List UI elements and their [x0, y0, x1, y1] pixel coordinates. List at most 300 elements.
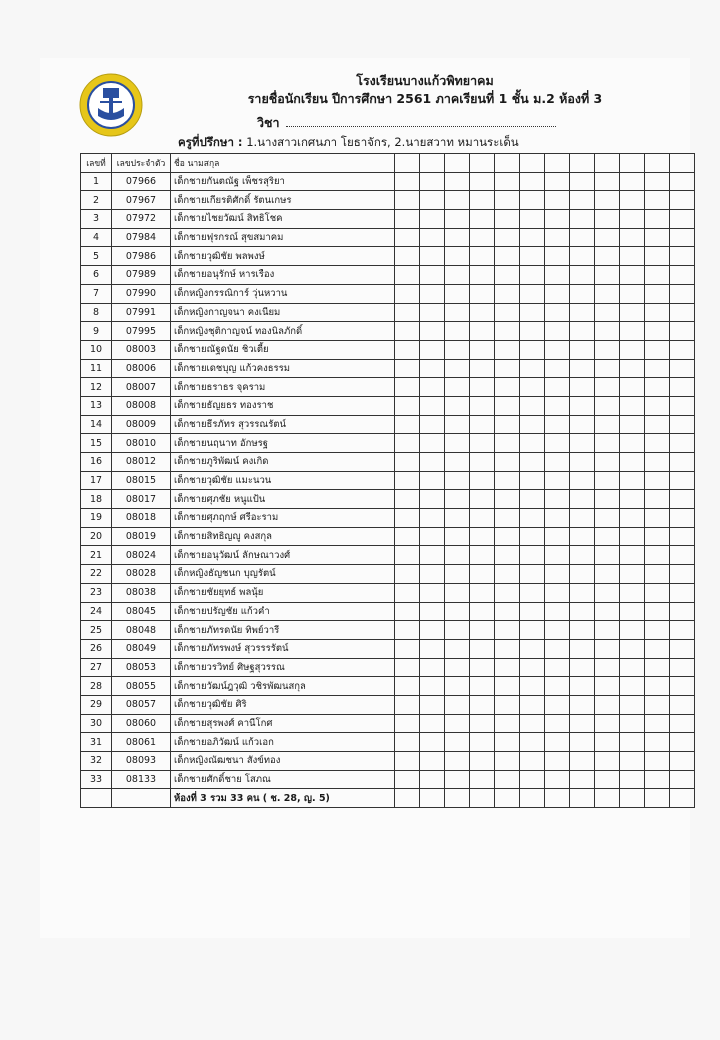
blank-cell: [570, 340, 595, 359]
blank-cell: [445, 752, 470, 771]
header-blank-cell: [670, 154, 695, 173]
blank-cell: [445, 789, 470, 808]
blank-cell: [420, 695, 445, 714]
blank-cell: [395, 565, 420, 584]
blank-cell: [420, 471, 445, 490]
table-row: [81, 303, 695, 322]
blank-cell: [520, 733, 545, 752]
header-blank-cell: [570, 154, 595, 173]
blank-cell: [545, 714, 570, 733]
blank-cell: [520, 770, 545, 789]
row-number: 24: [81, 602, 112, 621]
blank-cell: [545, 527, 570, 546]
blank-cell: [595, 658, 620, 677]
table-row: [81, 396, 695, 415]
row-number: 23: [81, 583, 112, 602]
table-row: [81, 527, 695, 546]
advisor-names: 1.นางสาวเกศนภา โยธาจักร, 2.นายสวาท หมานระเด็น: [246, 135, 519, 149]
blank-cell: [595, 396, 620, 415]
blank-cell: [570, 527, 595, 546]
student-id: 08057: [112, 695, 171, 714]
blank-cell: [445, 639, 470, 658]
blank-cell: [670, 210, 695, 229]
table-row: [81, 509, 695, 528]
student-name: เด็กชายสุรพงศ์ คานีโกศ: [171, 714, 395, 733]
blank-cell: [620, 191, 645, 210]
blank-cell: [645, 509, 670, 528]
table-row: [81, 752, 695, 771]
student-id: 08010: [112, 434, 171, 453]
blank-cell: [620, 415, 645, 434]
blank-cell: [545, 752, 570, 771]
blank-cell: [670, 172, 695, 191]
blank-cell: [445, 191, 470, 210]
table-row: [81, 677, 695, 696]
blank-cell: [470, 677, 495, 696]
student-id: 08003: [112, 340, 171, 359]
blank-cell: [395, 210, 420, 229]
row-number: 14: [81, 415, 112, 434]
blank-cell: [470, 359, 495, 378]
header-blank-cell: [645, 154, 670, 173]
student-name: เด็กชายอนุรักษ์ หารเรือง: [171, 266, 395, 285]
blank-cell: [545, 658, 570, 677]
row-number: 10: [81, 340, 112, 359]
blank-cell: [570, 695, 595, 714]
row-number: 9: [81, 322, 112, 341]
table-row: [81, 602, 695, 621]
student-name: เด็กชายปรัญชัย แก้วคำ: [171, 602, 395, 621]
blank-cell: [620, 434, 645, 453]
blank-cell: [545, 415, 570, 434]
blank-cell: [620, 770, 645, 789]
row-number: 18: [81, 490, 112, 509]
blank-cell: [670, 546, 695, 565]
blank-cell: [520, 434, 545, 453]
blank-cell: [520, 490, 545, 509]
blank-cell: [395, 340, 420, 359]
blank-cell: [620, 677, 645, 696]
blank-cell: [445, 434, 470, 453]
student-id: 08045: [112, 602, 171, 621]
blank-cell: [495, 471, 520, 490]
blank-cell: [670, 453, 695, 472]
blank-cell: [645, 303, 670, 322]
student-name: เด็กชายวุฒิชัย ศิริ: [171, 695, 395, 714]
blank-cell: [395, 284, 420, 303]
row-number: 1: [81, 172, 112, 191]
blank-cell: [645, 415, 670, 434]
blank-cell: [520, 639, 545, 658]
table-row: [81, 266, 695, 285]
blank-cell: [520, 602, 545, 621]
student-name: เด็กชายวรวิทย์ ศิษฐสุวรรณ: [171, 658, 395, 677]
blank-cell: [670, 565, 695, 584]
blank-cell: [545, 490, 570, 509]
student-id: 08053: [112, 658, 171, 677]
blank-cell: [670, 490, 695, 509]
blank-cell: [620, 789, 645, 808]
blank-cell: [445, 210, 470, 229]
blank-cell: [545, 770, 570, 789]
blank-cell: [670, 789, 695, 808]
blank-cell: [420, 415, 445, 434]
blank-cell: [570, 471, 595, 490]
blank-cell: [620, 210, 645, 229]
blank-cell: [595, 789, 620, 808]
table-row: [81, 247, 695, 266]
table-row: [81, 453, 695, 472]
blank-cell: [470, 453, 495, 472]
blank-cell: [420, 322, 445, 341]
blank-cell: [595, 639, 620, 658]
blank-cell: [595, 583, 620, 602]
student-id: 08061: [112, 733, 171, 752]
blank-cell: [470, 228, 495, 247]
blank-cell: [645, 210, 670, 229]
school-name: โรงเรียนบางแก้วพิทยาคม: [356, 73, 494, 88]
blank-cell: [445, 396, 470, 415]
student-id: 07972: [112, 210, 171, 229]
blank-cell: [570, 378, 595, 397]
student-name: เด็กหญิงชุติกาญจน์ ทองนิลภักดิ์: [171, 322, 395, 341]
table-row: [81, 340, 695, 359]
blank-cell: [420, 546, 445, 565]
blank-cell: [420, 733, 445, 752]
blank-cell: [470, 191, 495, 210]
blank-cell: [670, 359, 695, 378]
student-id: 07990: [112, 284, 171, 303]
blank-cell: [545, 303, 570, 322]
blank-cell: [445, 471, 470, 490]
blank-cell: [670, 509, 695, 528]
student-name: เด็กชายศักดิ์ชาย โสภณ: [171, 770, 395, 789]
blank-cell: [495, 396, 520, 415]
blank-cell: [645, 621, 670, 640]
blank-cell: [495, 714, 520, 733]
blank-cell: [620, 714, 645, 733]
blank-cell: [570, 621, 595, 640]
table-row: [81, 695, 695, 714]
blank-cell: [395, 359, 420, 378]
blank-cell: [645, 789, 670, 808]
blank-cell: [470, 415, 495, 434]
blank-cell: [570, 658, 595, 677]
blank-cell: [670, 247, 695, 266]
blank-cell: [545, 789, 570, 808]
blank-cell: [395, 471, 420, 490]
student-name: เด็กชายภูริพัฒน์ คงเกิด: [171, 453, 395, 472]
blank-cell: [395, 695, 420, 714]
blank-cell: [595, 733, 620, 752]
blank-cell: [420, 172, 445, 191]
blank-cell: [420, 378, 445, 397]
blank-cell: [545, 509, 570, 528]
blank-cell: [645, 266, 670, 285]
blank-cell: [495, 658, 520, 677]
row-number: 33: [81, 770, 112, 789]
blank-cell: [420, 770, 445, 789]
student-name: เด็กชายกันตณัฐ เพ็ชรสุริยา: [171, 172, 395, 191]
blank-cell: [670, 733, 695, 752]
blank-cell: [395, 770, 420, 789]
blank-cell: [470, 322, 495, 341]
student-id: 08133: [112, 770, 171, 789]
blank-cell: [395, 677, 420, 696]
blank-cell: [670, 396, 695, 415]
table-row: [81, 714, 695, 733]
blank-cell: [395, 546, 420, 565]
blank-cell: [495, 172, 520, 191]
blank-cell: [445, 770, 470, 789]
student-name: เด็กชายภัทรดนัย ทิพย์วารี: [171, 621, 395, 640]
blank-cell: [445, 527, 470, 546]
blank-cell: [520, 583, 545, 602]
blank-cell: [445, 602, 470, 621]
subject-label: วิชา: [257, 115, 280, 130]
blank-cell: [520, 565, 545, 584]
blank-cell: [445, 546, 470, 565]
blank-cell: [420, 752, 445, 771]
blank-cell: [520, 340, 545, 359]
blank-cell: [445, 490, 470, 509]
blank-cell: [395, 191, 420, 210]
blank-cell: [420, 714, 445, 733]
blank-cell: [570, 322, 595, 341]
blank-cell: [620, 228, 645, 247]
row-number: 28: [81, 677, 112, 696]
blank-cell: [445, 247, 470, 266]
header-blank-cell: [445, 154, 470, 173]
blank-cell: [645, 191, 670, 210]
blank-cell: [645, 378, 670, 397]
blank-cell: [595, 210, 620, 229]
blank-cell: [495, 266, 520, 285]
blank-cell: [495, 490, 520, 509]
student-id: 07986: [112, 247, 171, 266]
blank-cell: [495, 284, 520, 303]
blank-cell: [595, 266, 620, 285]
blank-cell: [520, 677, 545, 696]
blank-cell: [395, 602, 420, 621]
blank-cell: [545, 228, 570, 247]
blank-cell: [595, 565, 620, 584]
student-id: 08093: [112, 752, 171, 771]
blank-cell: [420, 639, 445, 658]
advisor-label: ครูที่ปรึกษา :: [178, 135, 243, 149]
blank-cell: [670, 677, 695, 696]
student-name: เด็กชายนฤนาท อักษรฐ: [171, 434, 395, 453]
blank-cell: [545, 583, 570, 602]
blank-cell: [445, 733, 470, 752]
blank-cell: [495, 453, 520, 472]
blank-cell: [545, 322, 570, 341]
blank-cell: [570, 714, 595, 733]
blank-cell: [545, 546, 570, 565]
blank-cell: [395, 228, 420, 247]
blank-cell: [470, 396, 495, 415]
student-id: 08012: [112, 453, 171, 472]
row-number: 20: [81, 527, 112, 546]
blank-cell: [495, 602, 520, 621]
blank-cell: [595, 303, 620, 322]
blank-cell: [595, 546, 620, 565]
school-logo: [78, 72, 144, 138]
blank-cell: [570, 789, 595, 808]
blank-cell: [395, 621, 420, 640]
blank-cell: [570, 247, 595, 266]
table-row: [81, 639, 695, 658]
blank-cell: [595, 434, 620, 453]
blank-cell: [420, 210, 445, 229]
blank-cell: [645, 284, 670, 303]
student-id: 08060: [112, 714, 171, 733]
student-name: เด็กชายสิทธิญญู คงสกุล: [171, 527, 395, 546]
blank-cell: [520, 415, 545, 434]
blank-cell: [520, 471, 545, 490]
blank-cell: [570, 303, 595, 322]
blank-cell: [595, 770, 620, 789]
blank-cell: [620, 639, 645, 658]
blank-cell: [420, 396, 445, 415]
blank-cell: [645, 639, 670, 658]
blank-cell: [520, 752, 545, 771]
blank-cell: [445, 565, 470, 584]
blank-cell: [395, 733, 420, 752]
blank-cell: [520, 359, 545, 378]
student-name: เด็กชายไชยวัฒน์ สิทธิโชค: [171, 210, 395, 229]
blank-cell: [520, 228, 545, 247]
blank-cell: [645, 658, 670, 677]
student-id: 07966: [112, 172, 171, 191]
blank-cell: [470, 340, 495, 359]
blank-cell: [495, 621, 520, 640]
blank-cell: [495, 770, 520, 789]
class-summary: ห้องที่ 3 รวม 33 คน ( ช. 28, ญ. 5): [171, 789, 395, 808]
blank-cell: [445, 228, 470, 247]
blank-cell: [420, 191, 445, 210]
blank-cell: [545, 378, 570, 397]
blank-cell: [595, 378, 620, 397]
blank-cell: [595, 621, 620, 640]
subject-line: [257, 113, 556, 133]
student-name: เด็กชายชัยยุทธ์ พลนุ้ย: [171, 583, 395, 602]
blank-cell: [470, 210, 495, 229]
table-row: [81, 770, 695, 789]
header-student-id: เลขประจำตัว: [112, 154, 171, 173]
blank-cell: [645, 714, 670, 733]
blank-cell: [420, 565, 445, 584]
blank-cell: [445, 172, 470, 191]
blank-cell: [520, 378, 545, 397]
blank-cell: [595, 509, 620, 528]
blank-cell: [670, 527, 695, 546]
blank-cell: [445, 378, 470, 397]
blank-cell: [645, 565, 670, 584]
blank-cell: [395, 509, 420, 528]
blank-cell: [595, 172, 620, 191]
blank-cell: [495, 303, 520, 322]
blank-cell: [470, 471, 495, 490]
blank-cell: [620, 247, 645, 266]
blank-cell: [620, 490, 645, 509]
blank-cell: [520, 453, 545, 472]
blank-cell: [670, 752, 695, 771]
blank-cell: [595, 714, 620, 733]
blank-cell: [670, 602, 695, 621]
blank-cell: [570, 733, 595, 752]
blank-cell: [495, 415, 520, 434]
blank-cell: [545, 602, 570, 621]
row-number: 17: [81, 471, 112, 490]
table-row: [81, 378, 695, 397]
blank-cell: [545, 247, 570, 266]
blank-cell: [470, 378, 495, 397]
blank-cell: [620, 752, 645, 771]
blank-cell: [470, 789, 495, 808]
student-id: 08049: [112, 639, 171, 658]
blank-cell: [620, 509, 645, 528]
student-id: 07995: [112, 322, 171, 341]
blank-cell: [470, 714, 495, 733]
blank-cell: [495, 191, 520, 210]
blank-cell: [470, 639, 495, 658]
blank-cell: [620, 602, 645, 621]
blank-cell: [595, 228, 620, 247]
student-id: 08015: [112, 471, 171, 490]
blank-cell: [445, 453, 470, 472]
blank-cell: [670, 191, 695, 210]
blank-cell: [645, 228, 670, 247]
blank-cell: [645, 322, 670, 341]
blank-cell: [495, 789, 520, 808]
blank-cell: [545, 266, 570, 285]
blank-cell: [570, 639, 595, 658]
table-row: [81, 284, 695, 303]
blank-cell: [570, 583, 595, 602]
blank-cell: [670, 303, 695, 322]
blank-cell: [495, 546, 520, 565]
table-row: [81, 565, 695, 584]
blank-cell: [495, 583, 520, 602]
blank-cell: [520, 695, 545, 714]
student-name: เด็กชายเกียรติศักดิ์ รัตนเกษร: [171, 191, 395, 210]
table-row: [81, 210, 695, 229]
blank-cell: [620, 527, 645, 546]
blank-cell: [645, 546, 670, 565]
summary-row: [81, 789, 695, 808]
table-row: [81, 359, 695, 378]
blank-cell: [570, 396, 595, 415]
blank-cell: [520, 789, 545, 808]
blank-cell: [595, 453, 620, 472]
student-id: 08008: [112, 396, 171, 415]
blank-cell: [495, 378, 520, 397]
blank-cell: [595, 695, 620, 714]
blank-cell: [620, 471, 645, 490]
blank-cell: [545, 191, 570, 210]
blank-cell: [570, 434, 595, 453]
blank-cell: [395, 172, 420, 191]
blank-cell: [395, 378, 420, 397]
row-number: 6: [81, 266, 112, 285]
blank-cell: [445, 340, 470, 359]
document-header: [160, 72, 690, 108]
blank-cell: [670, 658, 695, 677]
blank-cell: [545, 453, 570, 472]
blank-cell: [395, 658, 420, 677]
blank-cell: [545, 210, 570, 229]
